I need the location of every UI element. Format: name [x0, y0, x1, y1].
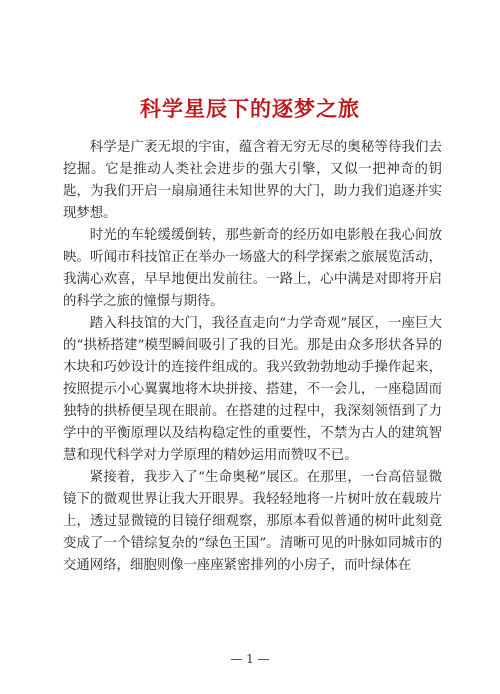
paragraph-3: 踏入科技馆的大门，我径直走向“力学奇观”展区，一座巨大的“拱桥搭建”模型瞬间吸引了我的目光。那是由众多形状各异的木块和巧妙设计的连接件组成的。我兴致勃勃地动手操作起来，按照提示小心翼翼地将木块拼接、搭建，不一会儿，一座稳固而独特的拱桥便呈现在眼前。在搭建的过程中，我深刻领悟到了力学中的平衡原理以及结构稳定性的重要性，不禁为古人的建筑智慧和现代科学对力学原理的精妙运用而赞叹不已。	[63, 316, 442, 463]
page-number: — 1 —	[230, 652, 270, 666]
paragraph-1: 科学是广袤无垠的宇宙，蕴含着无穷无尽的奥秘等待我们去挖掘。它是推动人类社会进步的强大引擎，又似一把神奇的钥匙，为我们开启一扇扇通往未知世界的大门，助力我们追逐并实现梦想。	[63, 140, 442, 221]
paragraph-2: 时光的车轮缓缓倒转，那些新奇的经历如电影般在我心间放映。听闻市科技馆正在举办一场盛大的科学探索之旅展览活动，我满心欢喜，早早地便出发前往。一路上，心中满是对即将开启的科学之旅的憧憬与期待。	[63, 228, 442, 309]
document-body	[63, 137, 442, 577]
document-title: 科学星辰下的逐梦之旅	[140, 96, 360, 121]
paragraph-4: 紧接着，我步入了“生命奥秘”展区。在那里，一台高倍显微镜下的微观世界让我大开眼界。我轻轻地将一片树叶放在载玻片上，透过显微镜的目镜仔细观察，那原本看似普通的树叶此刻竟变成了一个错综复杂的“绿色王国”。清晰可见的叶脉如同城市的交通网络，细胞则像一座座紧密排列的小房子，而叶绿体在	[63, 470, 442, 573]
